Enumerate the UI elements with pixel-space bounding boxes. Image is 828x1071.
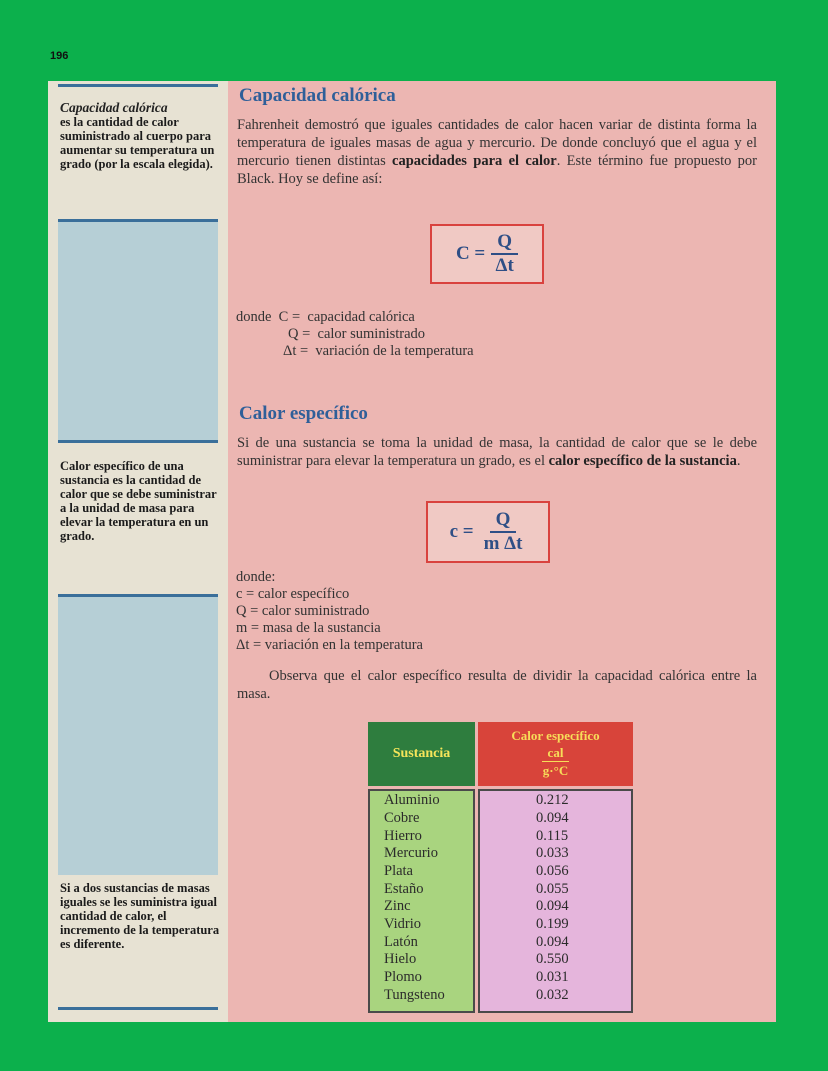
formula-fraction xyxy=(491,231,518,277)
definition-line: Δt = variación en la temperatura xyxy=(236,637,423,653)
table-cell-substance: Tungsteno xyxy=(384,987,445,1003)
sidebar-note-capacidad xyxy=(60,101,222,171)
table-header-calor-especifico xyxy=(478,722,633,786)
table-cell-substance: Latón xyxy=(384,934,418,950)
paragraph-text: Fahrenheit demostró que iguales cantidades de calor hacen variar de distinta forma la temperatura de iguales masas de agua y mercurio. De donde concluyó que el agua y el mercurio tienen distintas xyxy=(237,117,757,169)
paragraph-bold: calor específico de la sustancia xyxy=(548,453,737,469)
table-cell-substance: Zinc xyxy=(384,898,411,914)
heading-calor-especifico: Calor específico xyxy=(239,403,368,424)
sidebar xyxy=(48,81,228,1022)
definition-line: Q = calor suministrado xyxy=(288,326,426,342)
paragraph-bold: capacidades para el calor xyxy=(392,153,557,169)
table-cell-substance: Hierro xyxy=(384,828,422,844)
table-cell-value: 0.056 xyxy=(536,863,569,879)
table-cell-value: 0.094 xyxy=(536,934,569,950)
sidebar-blank-box xyxy=(58,597,218,875)
formula-numerator: Q xyxy=(491,231,518,255)
table-cell-value: 0.031 xyxy=(536,969,569,985)
table-header-unit-numerator: cal xyxy=(542,744,570,762)
definition-line: donde: xyxy=(236,569,276,585)
formula-calor-especifico xyxy=(426,501,550,563)
book-page xyxy=(48,81,776,1022)
paragraph-calor-especifico xyxy=(237,434,757,470)
sidebar-note-title: Capacidad calórica xyxy=(60,100,168,115)
table-cell-substance: Mercurio xyxy=(384,845,438,861)
table-cell-substance: Estaño xyxy=(384,881,424,897)
paragraph-text: . xyxy=(736,453,741,469)
sidebar-rule xyxy=(58,1007,218,1010)
definition-line: Q = calor suministrado xyxy=(236,603,370,619)
sidebar-note-calor-especifico: Calor específico de una sustancia es la cantidad de calor que se debe suministrar a la unidad de masa para elevar la temperatura en un grado. xyxy=(60,459,217,543)
table-cell-value: 0.032 xyxy=(536,987,569,1003)
table-column-sustancia xyxy=(368,789,475,1013)
formula-capacidad xyxy=(430,224,544,284)
definition-line: donde C = capacidad calórica xyxy=(236,309,415,325)
paragraph-capacidad xyxy=(237,116,757,188)
formula-denominator: Δt xyxy=(495,255,514,276)
table-cell-value: 0.033 xyxy=(536,845,569,861)
heading-capacidad-calorica: Capacidad calórica xyxy=(239,85,396,106)
table-cell-value: 0.055 xyxy=(536,881,569,897)
table-cell-value: 0.550 xyxy=(536,951,569,967)
table-cell-substance: Hielo xyxy=(384,951,417,967)
table-cell-substance: Plata xyxy=(384,863,413,879)
definition-line: c = calor específico xyxy=(236,586,350,602)
table-header-title: Calor específico xyxy=(511,728,600,743)
formula-numerator: Q xyxy=(490,509,517,533)
table-header-unit-denominator: g·°C xyxy=(542,763,569,778)
table-cell-value: 0.094 xyxy=(536,898,569,914)
page-number: 196 xyxy=(50,50,69,62)
formula-fraction xyxy=(480,509,527,555)
sidebar-note-masas-iguales: Si a dos sustancias de masas iguales se les suministra igual cantidad de calor, el incremento de la temperatura es diferente. xyxy=(60,881,220,951)
table-cell-substance: Vidrio xyxy=(384,916,421,932)
sidebar-rule xyxy=(58,440,218,443)
table-cell-substance: Plomo xyxy=(384,969,422,985)
definition-line: m = masa de la sustancia xyxy=(236,620,381,636)
sidebar-blank-box xyxy=(58,222,218,440)
table-cell-substance: Cobre xyxy=(384,810,420,826)
table-header-sustancia: Sustancia xyxy=(368,722,475,786)
formula-lhs: c = xyxy=(449,521,474,542)
table-cell-value: 0.199 xyxy=(536,916,569,932)
formula-lhs: C = xyxy=(455,243,486,264)
table-cell-value: 0.115 xyxy=(536,828,569,844)
paragraph-text: Si de una sustancia se toma la unidad de masa, la cantidad de calor que se le debe suministrar para elevar la temperatura un grado, es el xyxy=(237,435,757,469)
table-cell-value: 0.212 xyxy=(536,792,569,808)
sidebar-rule xyxy=(58,84,218,87)
formula-denominator: m Δt xyxy=(483,533,523,554)
definition-line: Δt = variación de la temperatura xyxy=(283,343,474,359)
table-cell-substance: Aluminio xyxy=(384,792,440,808)
table-cell-value: 0.094 xyxy=(536,810,569,826)
sidebar-note-body: es la cantidad de calor suministrado al cuerpo para aumentar su temperatura un grado (por la escala elegida). xyxy=(60,115,215,171)
main-content xyxy=(228,81,776,1022)
paragraph-observation: Observa que el calor específico resulta de dividir la capacidad calórica entre la masa. xyxy=(237,668,757,702)
paragraph-text: . Este término fue propuesto por Black. Hoy se define así: xyxy=(237,153,758,187)
table-column-calor-especifico xyxy=(478,789,633,1013)
